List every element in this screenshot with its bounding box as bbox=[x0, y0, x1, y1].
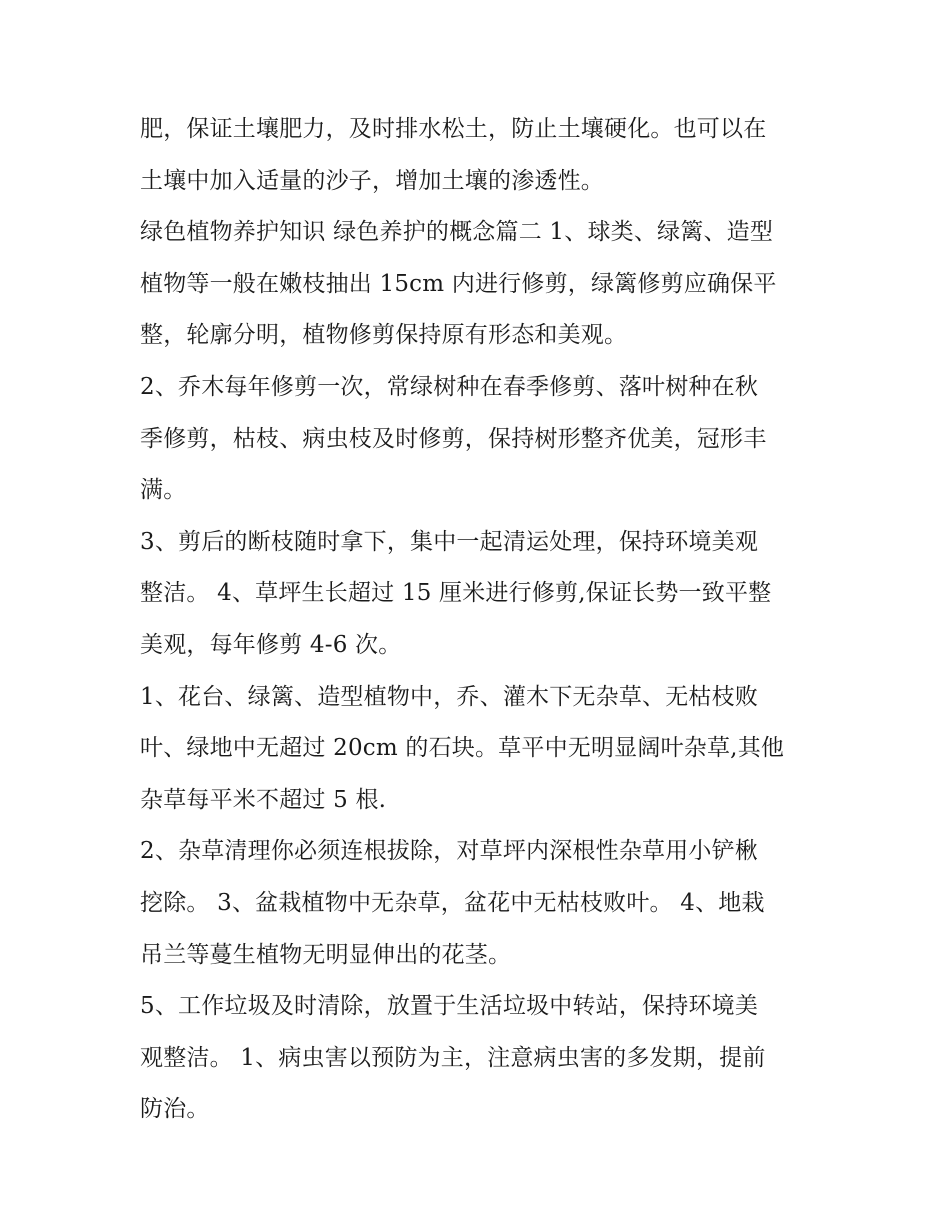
text-line: 杂草每平米不超过 5 根. bbox=[140, 786, 387, 813]
text-line: 吊兰等蔓生植物无明显伸出的花茎。 bbox=[140, 941, 512, 968]
paragraph-weed-removal bbox=[140, 826, 812, 981]
text-line: 整洁。 4、草坪生长超过 15 厘米进行修剪,保证长势一致平整 bbox=[140, 580, 772, 607]
text-line: 防治。 bbox=[140, 1096, 210, 1123]
text-line: 绿色植物养护知识 绿色养护的概念篇二 1、球类、绿篱、造型 bbox=[140, 219, 774, 246]
text-line: 观整洁。 1、病虫害以预防为主，注意病虫害的多发期，提前 bbox=[140, 1044, 766, 1071]
text-line: 叶、绿地中无超过 20cm 的石块。草平中无明显阔叶杂草,其他 bbox=[140, 735, 785, 762]
document-body bbox=[140, 104, 812, 1136]
paragraph-weed-standards bbox=[140, 672, 812, 827]
paragraph-soil-care bbox=[140, 104, 812, 207]
text-line: 满。 bbox=[140, 477, 187, 504]
text-line: 季修剪，枯枝、病虫枝及时修剪，保持树形整齐优美，冠形丰 bbox=[140, 425, 767, 452]
paragraph-waste-pests bbox=[140, 981, 812, 1136]
text-line: 2、乔木每年修剪一次，常绿树种在春季修剪、落叶树种在秋 bbox=[140, 373, 759, 400]
paragraph-pruning-trees bbox=[140, 362, 812, 517]
text-line: 整，轮廓分明，植物修剪保持原有形态和美观。 bbox=[140, 322, 628, 349]
paragraph-cleanup-lawn bbox=[140, 517, 812, 672]
text-line: 1、花台、绿篱、造型植物中，乔、灌木下无杂草、无枯枝败 bbox=[140, 683, 759, 710]
text-line: 植物等一般在嫩枝抽出 15cm 内进行修剪，绿篱修剪应确保平 bbox=[140, 270, 777, 297]
text-line: 挖除。 3、盆栽植物中无杂草，盆花中无枯枝败叶。 4、地栽 bbox=[140, 889, 765, 916]
text-line: 2、杂草清理你必须连根拔除，对草坪内深根性杂草用小铲楸 bbox=[140, 838, 759, 865]
text-line: 3、剪后的断枝随时拿下，集中一起清运处理，保持环境美观 bbox=[140, 528, 759, 555]
text-line: 肥，保证土壤肥力，及时排水松土，防止土壤硬化。也可以在 bbox=[140, 116, 767, 142]
text-line: 土壤中加入适量的沙子，增加土壤的渗透性。 bbox=[140, 167, 604, 194]
text-line: 5、工作垃圾及时清除，放置于生活垃圾中转站，保持环境美 bbox=[140, 993, 759, 1020]
text-line: 美观，每年修剪 4-6 次。 bbox=[140, 631, 402, 658]
paragraph-pruning-shrubs bbox=[140, 207, 812, 362]
